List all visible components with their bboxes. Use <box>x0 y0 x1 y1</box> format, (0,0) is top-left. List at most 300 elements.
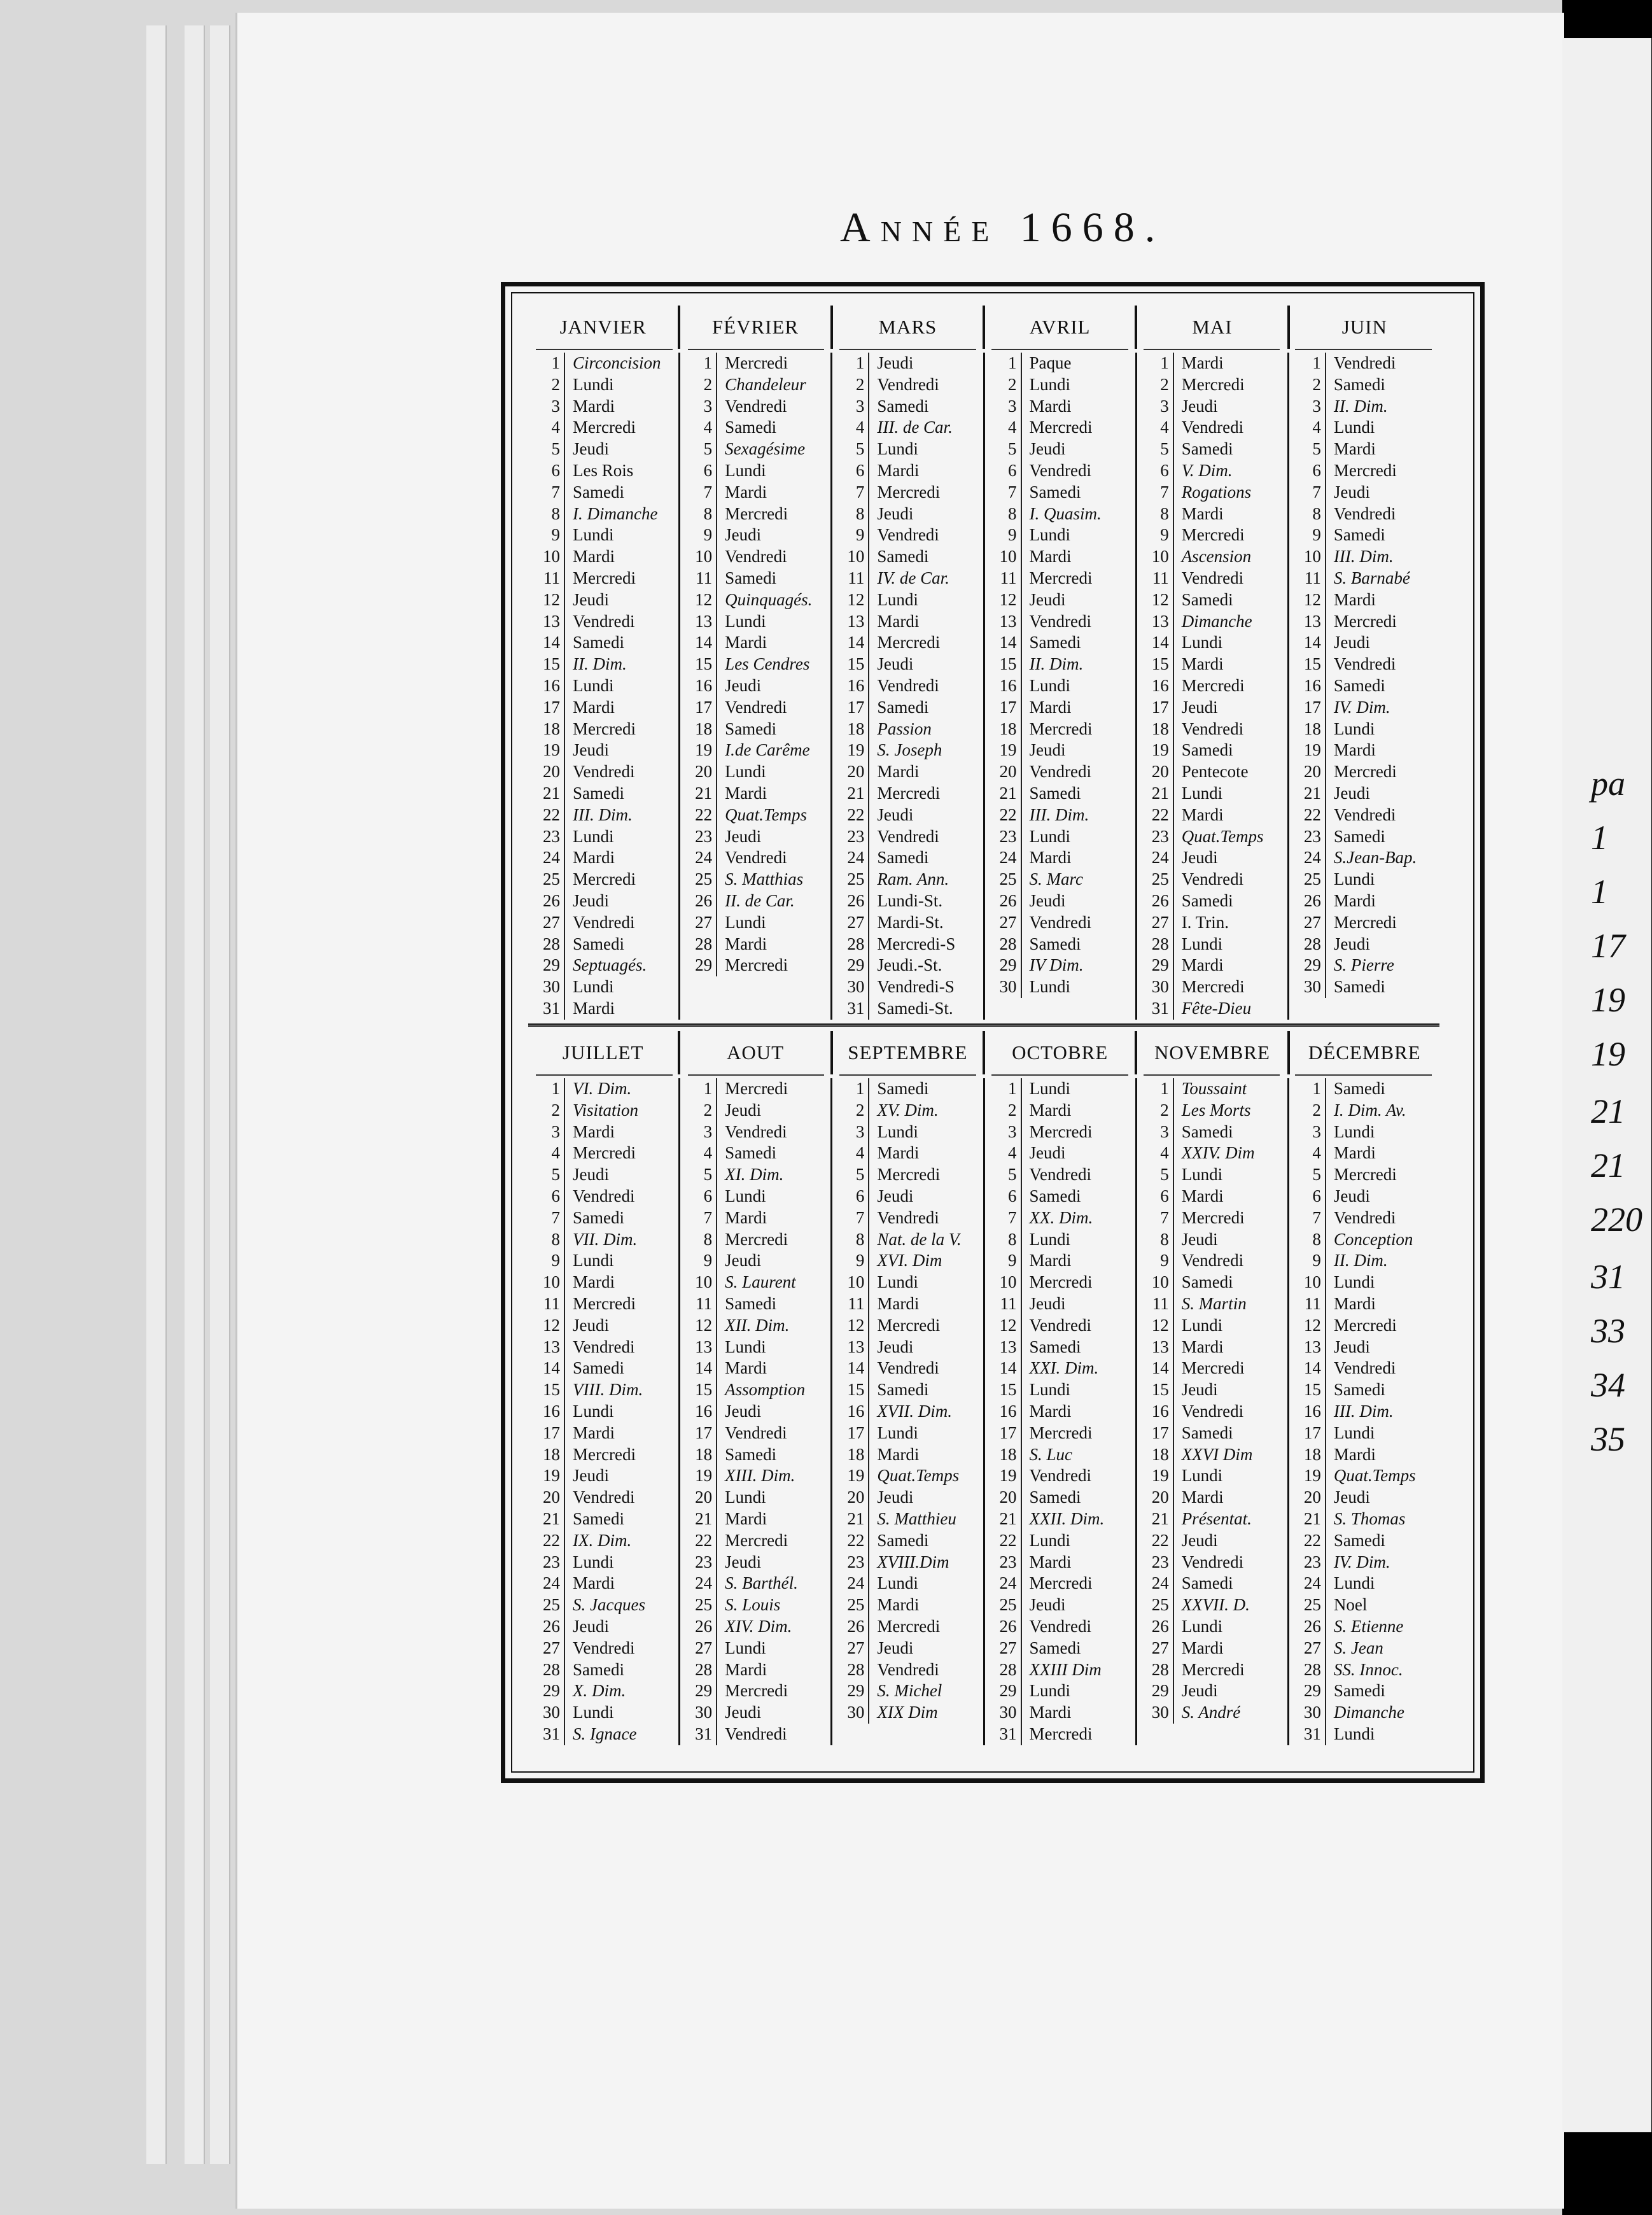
day-number: 7 <box>1137 482 1174 503</box>
day-label: Mardi <box>1029 1552 1072 1572</box>
day-row <box>832 353 983 374</box>
day-row <box>1289 1659 1439 1681</box>
day-number: 25 <box>1289 1594 1326 1616</box>
day-number: 6 <box>1137 460 1174 482</box>
day-row <box>985 1659 1135 1681</box>
day-number: 25 <box>680 869 717 890</box>
day-row <box>1289 847 1439 869</box>
month-name: NOVEMBRE <box>1135 1031 1287 1074</box>
day-label: Mercredi <box>573 719 636 738</box>
day-number: 13 <box>528 611 565 633</box>
day-row <box>528 439 678 460</box>
day-label: Jeudi <box>1181 1530 1218 1550</box>
day-row <box>832 1487 983 1508</box>
day-number: 18 <box>1137 1444 1174 1466</box>
day-row <box>528 1465 678 1487</box>
day-row <box>832 719 983 740</box>
half-divider <box>528 1023 1439 1027</box>
day-row <box>985 1164 1135 1186</box>
day-row <box>528 1487 678 1508</box>
day-label: Vendredi <box>1029 460 1091 480</box>
day-number: 5 <box>832 1164 869 1186</box>
month-column <box>1135 1078 1287 1745</box>
day-label: Lundi <box>877 1573 918 1593</box>
day-row <box>832 1379 983 1401</box>
day-row <box>528 482 678 503</box>
day-label: Vendredi <box>877 1207 939 1227</box>
day-number: 13 <box>528 1337 565 1358</box>
day-number: 12 <box>985 589 1022 611</box>
day-label: Samedi <box>1181 1122 1233 1141</box>
day-row <box>832 783 983 805</box>
day-number: 27 <box>832 1638 869 1659</box>
day-row <box>1289 632 1439 654</box>
day-label: Vendredi <box>877 1358 939 1378</box>
day-row <box>985 1229 1135 1251</box>
day-label: Lundi <box>1333 1573 1375 1593</box>
day-label: Mardi <box>573 1573 615 1593</box>
day-number: 3 <box>985 1122 1022 1143</box>
day-number: 10 <box>832 546 869 568</box>
day-label: Samedi <box>1029 482 1081 502</box>
day-label: Samedi <box>573 633 624 652</box>
day-row <box>1289 524 1439 546</box>
day-label: Mardi <box>725 482 767 502</box>
day-row <box>1137 396 1287 418</box>
day-label: Jeudi <box>725 1401 762 1421</box>
day-row <box>528 847 678 869</box>
day-row <box>1137 1594 1287 1616</box>
day-row <box>528 740 678 761</box>
month-name: OCTOBRE <box>983 1031 1135 1074</box>
day-row <box>1137 417 1287 439</box>
day-label: IV. Dim. <box>1333 1552 1390 1572</box>
day-label: Jeudi <box>725 1100 762 1120</box>
day-label: Samedi <box>1181 890 1233 910</box>
day-row <box>832 1100 983 1122</box>
day-row <box>832 1594 983 1616</box>
day-number: 21 <box>680 783 717 805</box>
day-number: 25 <box>1137 1594 1174 1616</box>
day-row <box>680 524 830 546</box>
day-number: 31 <box>528 998 565 1020</box>
day-number: 19 <box>680 1465 717 1487</box>
day-number: 20 <box>680 761 717 783</box>
day-number: 1 <box>985 353 1022 374</box>
day-row <box>680 1358 830 1379</box>
day-row <box>985 654 1135 675</box>
day-row <box>985 1552 1135 1573</box>
day-label: Vendredi <box>1181 568 1244 587</box>
day-label: Noel <box>1333 1595 1368 1615</box>
day-label: Mardi <box>1029 396 1072 416</box>
day-number: 27 <box>528 1638 565 1659</box>
month-column <box>983 1078 1135 1745</box>
day-row <box>832 976 983 998</box>
day-number: 31 <box>1137 998 1174 1020</box>
day-row <box>985 1465 1135 1487</box>
day-row <box>1289 482 1439 503</box>
day-label: Jeudi <box>1181 1380 1218 1400</box>
day-label: Samedi <box>573 1358 624 1378</box>
day-number: 12 <box>1137 589 1174 611</box>
day-label: XIX Dim <box>877 1703 938 1722</box>
day-label: XXIV. Dim <box>1181 1143 1255 1163</box>
day-number: 12 <box>1289 1315 1326 1337</box>
day-row <box>1137 719 1287 740</box>
day-row <box>1137 1444 1287 1466</box>
day-row <box>528 1401 678 1423</box>
day-number: 29 <box>528 955 565 976</box>
day-row <box>1289 805 1439 826</box>
day-number: 5 <box>1289 1164 1326 1186</box>
day-row <box>680 1250 830 1272</box>
day-label: Mercredi <box>725 353 788 372</box>
day-row <box>1137 740 1287 761</box>
day-label: Mardi <box>573 1423 615 1442</box>
day-label: Samedi <box>1029 633 1081 652</box>
day-row <box>528 1315 678 1337</box>
day-number: 25 <box>528 869 565 890</box>
day-label: XVI. Dim <box>877 1251 942 1270</box>
day-number: 22 <box>985 1530 1022 1552</box>
day-number: 14 <box>1137 632 1174 654</box>
day-label: Samedi <box>877 1530 929 1550</box>
day-number: 19 <box>528 740 565 761</box>
day-label: Vendredi <box>573 1487 635 1507</box>
day-number: 12 <box>832 589 869 611</box>
calendar-second-half <box>528 1031 1439 1745</box>
day-number: 2 <box>680 374 717 396</box>
day-row <box>528 1293 678 1315</box>
day-row <box>1289 976 1439 998</box>
day-label: Jeudi <box>1029 439 1066 459</box>
day-number: 3 <box>1137 396 1174 418</box>
day-number: 27 <box>1137 1638 1174 1659</box>
day-row <box>1289 1379 1439 1401</box>
day-label: Mercredi <box>1333 611 1397 631</box>
day-label: Conception <box>1333 1229 1413 1249</box>
day-row <box>1137 1680 1287 1702</box>
day-row <box>985 783 1135 805</box>
day-row <box>1289 503 1439 525</box>
day-number: 24 <box>680 1573 717 1594</box>
day-number: 4 <box>528 1143 565 1164</box>
day-row <box>1289 1143 1439 1164</box>
day-label: Vendredi <box>1181 418 1244 437</box>
day-row <box>832 1423 983 1444</box>
day-row <box>1137 1207 1287 1229</box>
day-label: Lundi <box>573 525 614 545</box>
day-number: 3 <box>1289 396 1326 418</box>
day-number: 13 <box>1289 1337 1326 1358</box>
day-row <box>1289 1250 1439 1272</box>
day-label: Quat.Temps <box>1181 826 1264 846</box>
day-row <box>1137 1638 1287 1659</box>
day-row <box>832 524 983 546</box>
adjacent-page-text: 35 <box>1591 1420 1625 1458</box>
day-number: 16 <box>528 675 565 697</box>
day-number: 28 <box>528 934 565 955</box>
day-label: Mardi <box>1333 740 1376 760</box>
day-number: 5 <box>1137 1164 1174 1186</box>
day-label: Samedi <box>1333 826 1385 846</box>
day-number: 14 <box>680 632 717 654</box>
month-name: MAI <box>1135 306 1287 349</box>
day-number: 9 <box>1137 1250 1174 1272</box>
day-label: Vendredi <box>573 1638 635 1657</box>
day-number: 19 <box>1289 1465 1326 1487</box>
month-column <box>678 1078 830 1745</box>
day-row <box>1289 1401 1439 1423</box>
month-columns <box>528 1078 1439 1745</box>
day-label: S. Jacques <box>573 1595 645 1615</box>
day-row <box>680 783 830 805</box>
day-number: 20 <box>1137 1487 1174 1508</box>
day-label: Samedi <box>1181 1573 1233 1593</box>
day-number: 17 <box>1289 1423 1326 1444</box>
day-row <box>985 611 1135 633</box>
day-number: 17 <box>680 1423 717 1444</box>
day-row <box>985 890 1135 912</box>
day-label: Visitation <box>573 1100 639 1120</box>
day-label: Vendredi <box>573 912 635 932</box>
day-number: 16 <box>832 1401 869 1423</box>
day-row <box>680 1724 830 1745</box>
day-number: 21 <box>680 1508 717 1530</box>
day-row <box>985 1423 1135 1444</box>
day-number: 6 <box>1289 460 1326 482</box>
day-label: Mercredi <box>1181 525 1245 545</box>
day-number: 14 <box>1289 632 1326 654</box>
day-number: 5 <box>1137 439 1174 460</box>
day-row <box>1137 503 1287 525</box>
day-number: 30 <box>985 976 1022 998</box>
day-row <box>985 482 1135 503</box>
day-number: 14 <box>1289 1358 1326 1379</box>
day-number: 1 <box>1137 353 1174 374</box>
day-row <box>832 1315 983 1337</box>
day-row <box>985 1186 1135 1207</box>
day-row <box>680 1078 830 1100</box>
day-row <box>832 1530 983 1552</box>
day-number: 20 <box>985 1487 1022 1508</box>
day-number: 22 <box>1137 1530 1174 1552</box>
day-row <box>832 675 983 697</box>
day-label: Mercredi <box>573 1293 636 1313</box>
day-label: Mercredi <box>1333 460 1397 480</box>
day-label: Mardi <box>877 1444 920 1464</box>
day-row <box>1289 1638 1439 1659</box>
day-row <box>1289 934 1439 955</box>
day-row <box>1289 1358 1439 1379</box>
day-number: 27 <box>1289 1638 1326 1659</box>
day-number: 22 <box>528 1530 565 1552</box>
day-label: Mardi <box>1029 1251 1072 1270</box>
day-number: 13 <box>680 1337 717 1358</box>
day-number: 15 <box>985 1379 1022 1401</box>
day-label: Lundi <box>1029 1681 1071 1701</box>
day-label: S. Barthél. <box>725 1573 798 1593</box>
day-number: 15 <box>528 654 565 675</box>
day-row <box>1289 1315 1439 1337</box>
day-number: 30 <box>1289 976 1326 998</box>
day-label: S. Louis <box>725 1595 781 1615</box>
adjacent-page-text: 1 <box>1591 819 1608 857</box>
day-row <box>832 1229 983 1251</box>
day-row <box>985 934 1135 955</box>
day-row <box>1137 1100 1287 1122</box>
day-label: VIII. Dim. <box>573 1380 643 1400</box>
day-label: Mardi <box>877 1595 920 1615</box>
day-number: 19 <box>985 1465 1022 1487</box>
day-row <box>985 1724 1135 1745</box>
day-row <box>528 1337 678 1358</box>
day-label: Mardi <box>725 1207 767 1227</box>
day-number: 22 <box>832 805 869 826</box>
day-row <box>528 1638 678 1659</box>
day-label: Samedi <box>725 719 777 738</box>
day-row <box>985 546 1135 568</box>
day-number: 13 <box>1137 1337 1174 1358</box>
day-row <box>528 1164 678 1186</box>
day-row <box>1137 1702 1287 1724</box>
day-label: Mardi <box>1333 1444 1376 1464</box>
day-number: 1 <box>832 353 869 374</box>
day-number: 28 <box>832 934 869 955</box>
day-label: Mercredi <box>1181 1358 1245 1378</box>
day-label: Quinquagés. <box>725 589 813 609</box>
day-number: 11 <box>832 1293 869 1315</box>
day-label: Mercredi <box>1029 568 1093 587</box>
day-label: Lundi <box>1181 1466 1223 1486</box>
day-label: Samedi <box>877 848 929 868</box>
day-row <box>680 1229 830 1251</box>
day-label: Jeudi <box>725 1251 762 1270</box>
day-row <box>985 1680 1135 1702</box>
day-row <box>680 1100 830 1122</box>
day-label: Vendredi <box>1029 1165 1091 1185</box>
day-label: Vendredi <box>725 396 787 416</box>
day-number: 15 <box>985 654 1022 675</box>
day-number: 17 <box>1137 1423 1174 1444</box>
day-label: Lundi <box>725 912 766 932</box>
day-number: 2 <box>528 374 565 396</box>
day-number: 5 <box>832 439 869 460</box>
day-row <box>1289 1594 1439 1616</box>
day-number: 27 <box>832 912 869 934</box>
day-row <box>985 1573 1135 1594</box>
day-label: Samedi <box>1181 740 1233 760</box>
day-row <box>1137 1293 1287 1315</box>
day-number: 22 <box>1289 1530 1326 1552</box>
day-label: Lundi <box>725 460 766 480</box>
day-number: 1 <box>1289 1078 1326 1100</box>
day-number: 30 <box>832 1702 869 1724</box>
day-label: Samedi <box>1181 589 1233 609</box>
day-number: 23 <box>1137 826 1174 848</box>
day-number: 8 <box>680 1229 717 1251</box>
day-row <box>985 374 1135 396</box>
day-number: 3 <box>832 396 869 418</box>
day-label: Vendredi <box>1181 1401 1244 1421</box>
day-number: 15 <box>680 654 717 675</box>
day-number: 27 <box>680 1638 717 1659</box>
day-row <box>1289 654 1439 675</box>
day-row <box>1289 1229 1439 1251</box>
day-row <box>528 503 678 525</box>
day-number: 10 <box>1289 1272 1326 1293</box>
day-label: Lundi <box>1333 1272 1375 1292</box>
day-row <box>680 1122 830 1143</box>
day-number: 27 <box>1137 912 1174 934</box>
day-row <box>680 589 830 611</box>
day-row <box>680 374 830 396</box>
day-label: III. Dim. <box>1029 805 1089 824</box>
day-label: Mardi <box>1333 890 1376 910</box>
day-number: 21 <box>832 783 869 805</box>
day-label: Mardi <box>725 783 767 803</box>
day-row <box>985 740 1135 761</box>
day-number: 4 <box>680 1143 717 1164</box>
day-number: 21 <box>985 1508 1022 1530</box>
day-number: 28 <box>1289 934 1326 955</box>
month-column <box>1287 1078 1439 1745</box>
day-number: 24 <box>1137 1573 1174 1594</box>
day-label: Samedi <box>1333 525 1385 545</box>
day-label: Mercredi <box>1333 762 1397 782</box>
day-row <box>528 805 678 826</box>
day-row <box>1289 1423 1439 1444</box>
day-row <box>680 546 830 568</box>
day-number: 2 <box>1289 1100 1326 1122</box>
day-label: VI. Dim. <box>573 1079 632 1098</box>
day-row <box>985 1358 1135 1379</box>
day-row <box>680 697 830 719</box>
day-label: S. Martin <box>1181 1293 1247 1313</box>
day-number: 19 <box>1137 740 1174 761</box>
day-row <box>1289 1100 1439 1122</box>
day-row <box>680 1638 830 1659</box>
day-row <box>1289 675 1439 697</box>
day-label: Mardi <box>573 547 615 566</box>
day-row <box>680 1552 830 1573</box>
day-number: 28 <box>680 1659 717 1681</box>
day-number: 31 <box>680 1724 717 1745</box>
day-row <box>528 654 678 675</box>
day-label: Jeudi <box>1181 848 1218 868</box>
day-label: Mercredi <box>725 1530 788 1550</box>
page-edge <box>210 25 230 2164</box>
day-row <box>528 1250 678 1272</box>
day-label: Mercredi <box>877 482 941 502</box>
day-label: Vendredi <box>1181 1251 1244 1270</box>
adjacent-page-text: pa <box>1591 764 1625 803</box>
day-number: 4 <box>1137 417 1174 439</box>
day-number: 21 <box>1137 1508 1174 1530</box>
day-label: Jeudi.-St. <box>877 955 942 975</box>
day-number: 6 <box>832 1186 869 1207</box>
day-label: XXVI Dim <box>1181 1444 1253 1464</box>
day-label: Mercredi <box>573 568 636 587</box>
day-label: Mardi <box>1029 1703 1072 1722</box>
day-label: Mercredi <box>1029 1573 1093 1593</box>
day-number: 17 <box>832 1423 869 1444</box>
day-row <box>1137 826 1287 848</box>
day-label: Mardi <box>1181 353 1224 372</box>
day-number: 19 <box>528 1465 565 1487</box>
day-row <box>985 1508 1135 1530</box>
